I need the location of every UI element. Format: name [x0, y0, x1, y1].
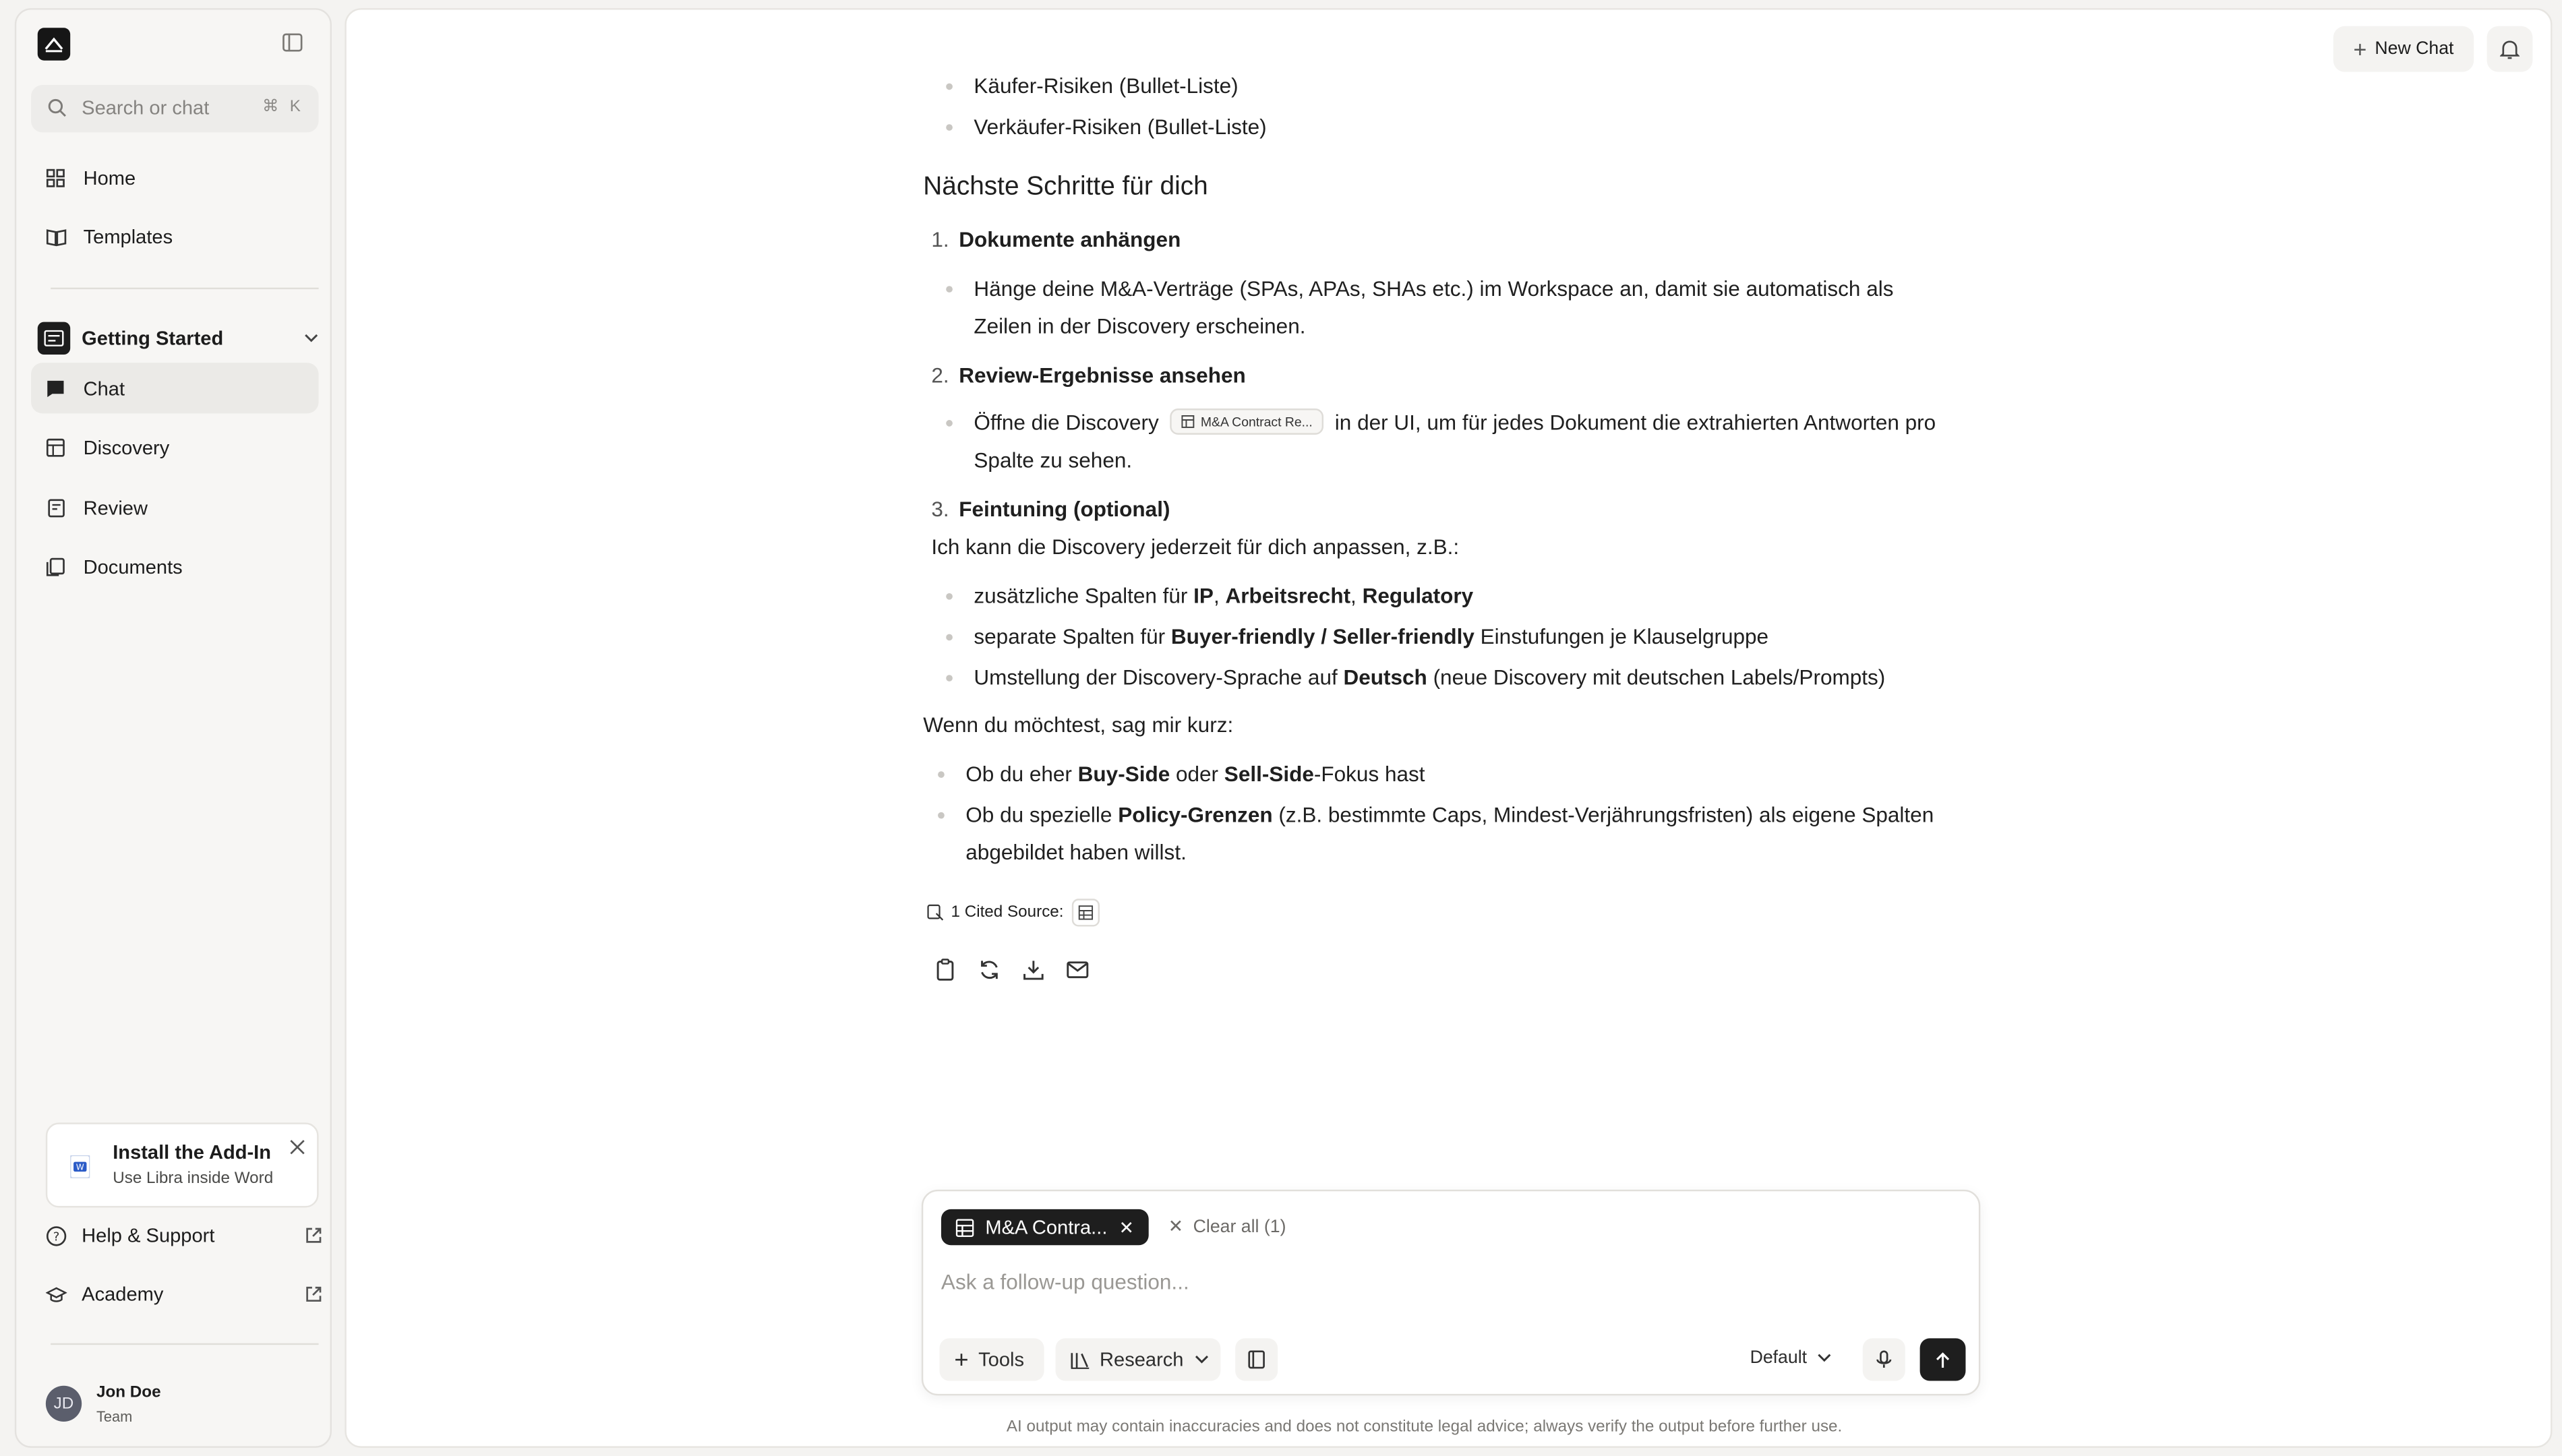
sidebar-item-documents[interactable]	[31, 541, 319, 591]
list-item: Käufer-Risiken (Bullet-Liste)	[974, 70, 1238, 101]
table-icon	[44, 435, 67, 458]
model-label: Default	[1750, 1347, 1808, 1368]
step-3: 3. Feintuning (optional)	[931, 496, 1170, 522]
table-icon	[956, 1218, 974, 1236]
academy-link[interactable]	[46, 1275, 324, 1314]
search-icon	[47, 98, 67, 117]
sidebar-item-review[interactable]	[31, 482, 319, 533]
external-link-icon	[304, 1284, 324, 1304]
discovery-chip[interactable]: M&A Contract Re...	[1170, 408, 1324, 435]
model-select[interactable]	[1750, 1348, 1832, 1368]
message-actions	[933, 958, 1090, 982]
sidebar-item-label: Review	[83, 495, 148, 519]
sources-icon	[926, 904, 945, 922]
step-2: 2. Review-Ergebnisse ansehen	[931, 363, 1246, 388]
follow-up-input[interactable]: Ask a follow-up question...	[941, 1269, 1189, 1294]
send-button[interactable]	[1920, 1338, 1966, 1381]
attached-discovery-tag[interactable]	[941, 1209, 1149, 1245]
arrow-up-icon	[1934, 1351, 1950, 1369]
table-icon	[1078, 905, 1093, 920]
sidebar-item-discovery[interactable]	[31, 421, 319, 472]
book-icon	[44, 224, 67, 247]
microphone-icon	[1876, 1349, 1892, 1369]
chevron-down-icon[interactable]	[304, 334, 319, 344]
bell-icon	[2500, 38, 2520, 60]
microphone-button[interactable]	[1863, 1338, 1905, 1381]
document-icon	[1247, 1349, 1266, 1369]
sidebar-item-templates[interactable]	[31, 211, 319, 262]
logo-icon	[44, 36, 63, 52]
mail-icon[interactable]	[1065, 958, 1090, 982]
addin-subtitle: Use Libra inside Word	[113, 1170, 274, 1188]
close-icon: ✕	[1168, 1217, 1184, 1238]
help-support-label: Help & Support	[82, 1223, 215, 1247]
graduation-cap-icon	[46, 1283, 67, 1305]
documents-icon	[44, 555, 67, 578]
help-icon	[46, 1225, 67, 1246]
download-icon[interactable]	[1021, 958, 1046, 982]
search-placeholder: Search or chat	[82, 96, 210, 119]
svg-text:W: W	[76, 1162, 84, 1172]
sidebar-divider	[51, 288, 318, 289]
research-dropdown[interactable]	[1056, 1338, 1221, 1381]
external-link-icon	[304, 1225, 324, 1245]
list-item-continuation: Zeilen in der Discovery erscheinen.	[974, 313, 1306, 338]
tag-label: M&A Contra...	[985, 1215, 1108, 1239]
research-label: Research	[1100, 1347, 1184, 1371]
word-icon	[70, 1155, 90, 1178]
list-item: Ob du spezielle Policy-Grenzen (z.B. bestimmte Caps, Mindest-Verjährungsfristen) als eigene Spalten	[965, 799, 1934, 830]
attach-document-button[interactable]	[1235, 1338, 1278, 1381]
user-role: Team	[96, 1407, 133, 1424]
new-chat-label: New Chat	[2375, 39, 2454, 59]
close-icon[interactable]	[289, 1139, 305, 1155]
section-label: Getting Started	[82, 326, 224, 350]
install-addin-card[interactable]	[46, 1122, 319, 1207]
sidebar-item-label: Discovery	[83, 435, 170, 458]
sidebar-item-home[interactable]	[31, 152, 319, 202]
step-3-intro: Ich kann die Discovery jederzeit für dich anpassen, z.B.:	[931, 534, 1460, 559]
grid-icon	[44, 166, 67, 189]
list-item: zusätzliche Spalten für IP, Arbeitsrecht, Regulatory	[974, 580, 1473, 611]
list-item: Umstellung der Discovery-Sprache auf Deutsch (neue Discovery mit deutschen Labels/Prompts)	[974, 662, 1885, 693]
tools-label: Tools	[978, 1347, 1025, 1371]
academy-label: Academy	[82, 1282, 164, 1306]
clear-all-button[interactable]	[1168, 1216, 1286, 1238]
refresh-icon[interactable]	[977, 958, 1001, 982]
svg-text:?: ?	[53, 1229, 60, 1244]
list-item: separate Spalten für Buyer-friendly / Seller-friendly Einstufungen je Klauselgruppe	[974, 621, 1768, 652]
message-heading: Nächste Schritte für dich	[923, 173, 1208, 202]
sidebar-section-getting-started[interactable]	[38, 315, 319, 361]
chat-main	[345, 8, 2552, 1448]
chat-composer	[922, 1190, 1980, 1395]
chevron-down-icon	[1195, 1355, 1210, 1365]
cited-sources-label: 1 Cited Source:	[951, 903, 1064, 922]
plus-icon: +	[954, 1345, 969, 1374]
workspace-icon	[38, 322, 70, 355]
sidebar-item-label: Documents	[83, 555, 183, 578]
app-logo[interactable]	[38, 28, 70, 60]
chevron-down-icon	[1817, 1353, 1832, 1363]
list-item: Hänge deine M&A-Verträge (SPAs, APAs, SHAs etc.) im Workspace an, damit sie automatisch als	[974, 273, 1893, 304]
avatar: JD	[46, 1386, 82, 1422]
remove-tag-icon[interactable]: ✕	[1119, 1218, 1134, 1238]
library-icon	[1070, 1351, 1090, 1369]
list-item: Ob du eher Buy-Side oder Sell-Side-Fokus hast	[965, 758, 1425, 789]
sidebar-item-label: Chat	[83, 376, 125, 400]
cited-source-table-button[interactable]	[1072, 899, 1100, 926]
search-input[interactable]	[31, 85, 319, 132]
search-shortcut: ⌘ K	[262, 98, 304, 117]
sidebar	[15, 8, 332, 1448]
message-paragraph: Wenn du möchtest, sag mir kurz:	[923, 712, 1234, 737]
list-item-continuation: abgebildet haben willst.	[965, 840, 1187, 865]
table-icon	[1181, 415, 1194, 428]
clipboard-icon[interactable]	[933, 958, 957, 982]
help-support-link[interactable]	[46, 1216, 324, 1255]
user-profile[interactable]	[46, 1379, 161, 1428]
new-chat-button[interactable]	[2333, 26, 2474, 72]
addin-title: Install the Add-In	[113, 1141, 272, 1164]
sidebar-item-label: Home	[83, 166, 136, 189]
user-name: Jon Doe	[96, 1383, 161, 1401]
notifications-button[interactable]	[2487, 26, 2533, 72]
sidebar-item-label: Templates	[83, 224, 173, 248]
sidebar-divider	[51, 1343, 318, 1345]
clear-all-label: Clear all (1)	[1193, 1216, 1286, 1236]
step-1: 1. Dokumente anhängen	[931, 226, 1181, 252]
chat-icon	[44, 377, 67, 400]
list-item: Verkäufer-Risiken (Bullet-Liste)	[974, 111, 1266, 142]
review-icon	[44, 496, 67, 519]
list-item: Öffne die Discovery M&A Contract Re... in der UI, um für jedes Dokument die extrahierten Antworten pro	[974, 407, 1936, 438]
cited-sources	[926, 897, 1100, 928]
plus-icon: +	[2353, 36, 2367, 63]
ai-disclaimer: AI output may contain inaccuracies and does not constitute legal advice; always verify the output before further use.	[1006, 1418, 1843, 1436]
list-item-continuation: Spalte zu sehen.	[974, 448, 1133, 473]
sidebar-item-chat[interactable]	[31, 363, 319, 413]
tools-button[interactable]	[940, 1338, 1044, 1381]
collapse-sidebar-icon[interactable]	[281, 31, 304, 54]
